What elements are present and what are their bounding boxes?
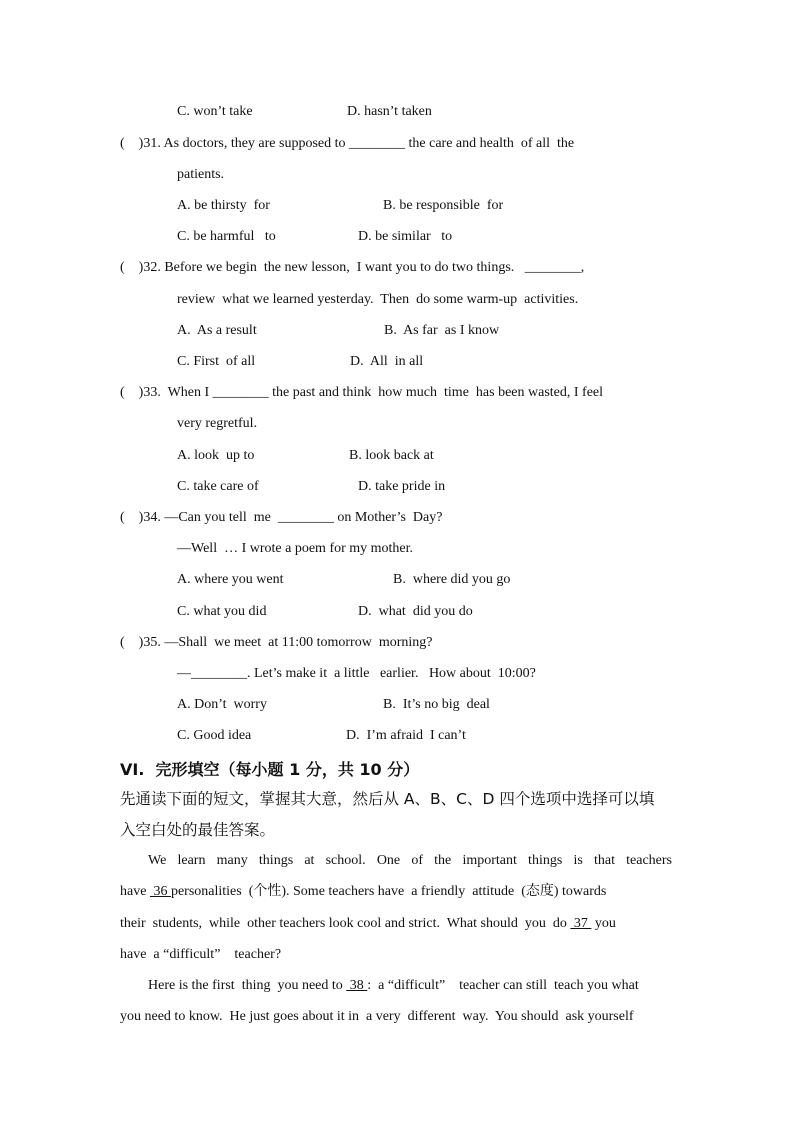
question-35-option-a: A. Don’t worry (177, 697, 267, 712)
question-31-option-b: B. be responsible for (383, 198, 504, 213)
question-32-stem-cont: review what we learned yesterday. Then do some warm-up activities. (177, 292, 579, 307)
blank-37: 37 (570, 916, 592, 931)
question-34-option-a: A. where you went (177, 572, 284, 587)
passage-text: their students, while other teachers look cool and strict. What should you do (120, 916, 571, 931)
question-33-stem-cont: very regretful. (177, 416, 258, 431)
passage-text: Here is the first thing you need to (148, 978, 347, 993)
question-34-option-b: B. where did you go (393, 572, 511, 587)
question-35-option-d: D. I’m afraid I can’t (346, 728, 466, 743)
question-31-option-c: C. be harmful to (177, 229, 276, 244)
question-33-option-a: A. look up to (177, 448, 255, 463)
question-33-stem: ( )33. When I ________ the past and think how much time has been wasted, I feel (120, 385, 604, 400)
question-34-stem-cont: —Well … I wrote a poem for my mother. (177, 541, 414, 556)
passage-line-1 (120, 852, 672, 870)
blank-36: 36 (149, 884, 171, 899)
question-35-stem: ( )35. —Shall we meet at 11:00 tomorrow morning? (120, 635, 433, 650)
question-31-stem-cont: patients. (177, 167, 225, 182)
question-34-stem: ( )34. —Can you tell me ________ on Mother’s Day? (120, 510, 443, 525)
question-32-stem: ( )32. Before we begin the new lesson, I want you to do two things. ________, (120, 260, 585, 275)
question-33-option-b: B. look back at (349, 448, 434, 463)
question-33-option-c: C. take care of (177, 479, 259, 494)
question-32-option-a: A. As a result (177, 323, 257, 338)
question-31-option-d: D. be similar to (358, 229, 453, 244)
section-title: VI. 完形填空（每小题 1 分，共 10 分） (120, 760, 420, 779)
passage-line-3 (120, 915, 672, 933)
passage-text: personalities (个性). Some teachers have a friendly attitude (态度) towards (170, 884, 607, 899)
question-32-option-c: C. First of all (177, 354, 256, 369)
section-instruction-line-2: 入空白处的最佳答案。 (120, 821, 276, 839)
passage-line-5 (120, 977, 700, 995)
question-34-option-d: D. what did you do (358, 604, 473, 619)
section-instruction-line-1: 先通读下面的短文，掌握其大意，然后从 A、B、C、D 四个选项中选择可以填 (120, 790, 655, 808)
passage-line-2 (120, 883, 672, 901)
question-34-option-c: C. what you did (177, 604, 267, 619)
passage-text: have (120, 884, 150, 899)
prev-option-d: D. hasn’t taken (347, 104, 432, 119)
question-31-stem: ( )31. As doctors, they are supposed to ________ the care and health of all the (120, 136, 575, 151)
prev-option-c: C. won’t take (177, 104, 253, 119)
passage-text: We learn many things at school. One of the important things is that teachers (148, 853, 672, 868)
passage-text: you (591, 916, 616, 931)
question-31-option-a: A. be thirsty for (177, 198, 270, 213)
passage-text: : a “difficult” teacher can still teach you what (367, 978, 639, 993)
question-35-option-b: B. It’s no big deal (383, 697, 490, 712)
question-35-option-c: C. Good idea (177, 728, 252, 743)
passage-line-6: you need to know. He just goes about it in a very different way. You should ask yourself (120, 1009, 634, 1024)
question-35-stem-cont: —________. Let’s make it a little earlier. How about 10:00? (177, 666, 536, 681)
passage-line-4: have a “difficult” teacher? (120, 947, 282, 962)
question-32-option-d: D. All in all (350, 354, 424, 369)
question-32-option-b: B. As far as I know (384, 323, 500, 338)
blank-38: 38 (346, 978, 368, 993)
question-33-option-d: D. take pride in (358, 479, 446, 494)
